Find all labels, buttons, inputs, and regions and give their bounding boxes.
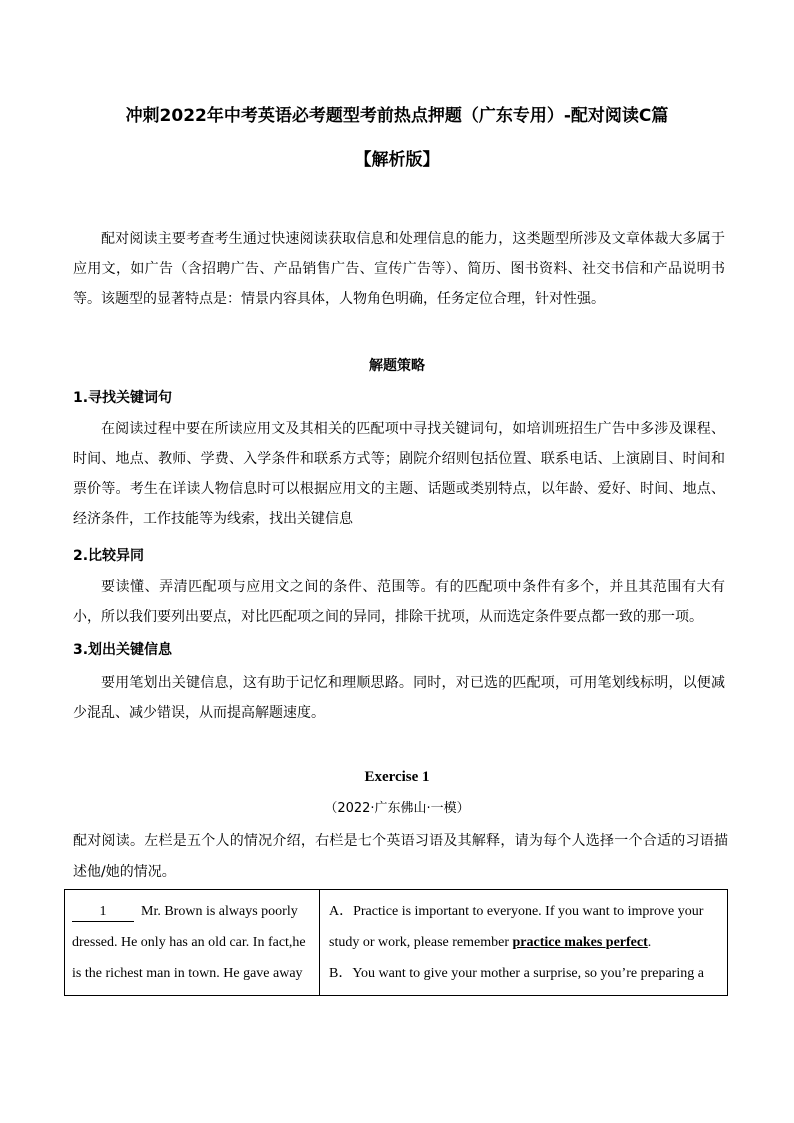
section-1-heading: 1.寻找关键词句 [73,390,173,406]
left-column [65,890,320,995]
exercise-source: （2022·广东佛山·一模） [324,801,470,816]
document-subtitle: 【解析版】 [354,150,440,170]
intro-paragraph: 配对阅读主要考查考生通过快速阅读获取信息和处理信息的能力，这类题型所涉及文章体裁大多属于应用文，如广告（含招聘广告、产品销售广告、宣传广告等）、简历、图书资料、社交书信和产品说明书等。该题型的显著特点是：情景内容具体，人物角色明确，任务定位合理，针对性强。 [73,231,725,307]
right-column [320,890,727,995]
person-1-line-1 [72,896,313,927]
idiom-a-text: study or work, please remember [329,935,513,950]
section-2-body: 要读懂、弄清匹配项与应用文之间的条件、范围等。有的匹配项中条件有多个，并且其范围有大有小，所以我们要列出要点，对比匹配项之间的异同，排除干扰项，从而选定条件要点都一致的那一项。 [73,579,725,625]
idiom-a-period: . [647,935,652,950]
section-3-heading: 3.划出关键信息 [73,642,173,658]
section-3-body: 要用笔划出关键信息，这有助于记忆和理顺思路。同时，对已选的匹配项，可用笔划线标明，以便减少混乱、减少错误，从而提高解题速度。 [73,675,725,721]
person-1-line-2: dressed. He only has an old car. In fact,he [72,935,306,950]
idiom-b-line-1: B．You want to give your mother a surprise, so you’re preparing a [329,966,704,981]
matching-table [64,889,728,996]
idiom-a-line-2 [329,927,719,958]
idiom-a-line-1: A．Practice is important to everyone. If you want to improve your [329,904,704,919]
person-1-text-1: Mr. Brown is always poorly [141,904,298,919]
exercise-instruction: 配对阅读。左栏是五个人的情况介绍，右栏是七个英语习语及其解释，请为每个人选择一个合适的习语描述他/她的情况。 [73,833,728,880]
document-title: 冲刺2022年中考英语必考题型考前热点押题（广东专用）-配对阅读C篇 [125,106,669,126]
person-1-line-3: is the richest man in town. He gave away [72,966,303,981]
section-2-heading: 2.比较异同 [73,548,145,564]
section-1-body: 在阅读过程中要在所读应用文及其相关的匹配项中寻找关键词句，如培训班招生广告中多涉及课程、时间、地点、教师、学费、入学条件和联系方式等；剧院介绍则包括位置、联系电话、上演剧目、时间和票价等。考生在详读人物信息时可以根据应用文的主题、话题或类别特点，以年龄、爱好、时间、地点、经济条件，工作技能等为线索，找出关键信息 [73,421,725,527]
answer-blank-1[interactable]: 1 [72,903,134,922]
strategy-heading: 解题策略 [369,358,425,374]
idiom-a-phrase: practice makes perfect [512,935,648,950]
exercise-title: Exercise 1 [364,769,430,785]
